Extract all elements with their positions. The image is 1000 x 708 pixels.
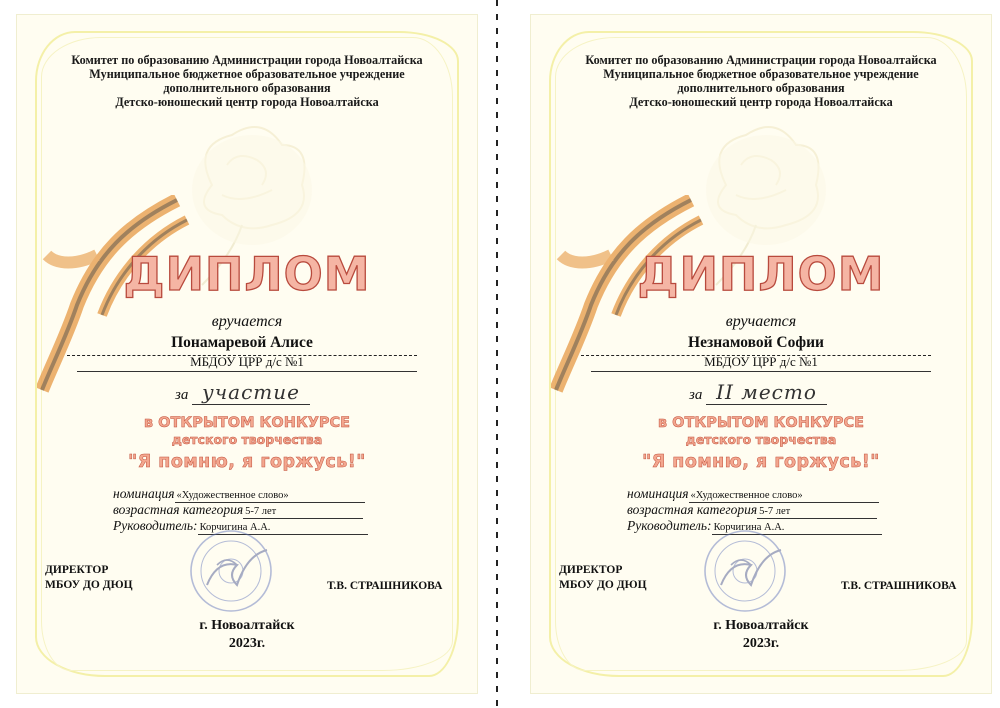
issuer-line: Муниципальное бюджетное образовательное учреждение [603,67,919,81]
director-title [45,563,133,593]
age-category-value: 5-7 лет [245,506,277,517]
age-category-field [627,502,907,519]
recipient-name: Незнамовой Софии [688,334,824,351]
leader-label: Руководитель: [113,518,198,533]
nomination-label: номинация [627,486,689,501]
director-name: Т.В. СТРАШНИКОВА [327,580,443,592]
year: 2023г. [742,636,780,651]
for-label: за [175,387,189,403]
official-stamp-icon [691,525,809,617]
awarded-text: вручается [725,313,797,330]
competition-name: "Я помню, я горжусь!" [128,452,366,472]
award-reason-handwritten: II место [706,380,827,405]
city: г. Новоалтайск [199,618,295,633]
diploma-title: ДИПЛОМ [637,247,885,301]
issuer-line: дополнительного образования [163,81,331,95]
award-reason-handwritten: участие [192,380,310,405]
competition-line-2: детского творчества [171,432,323,447]
competition-line-1: в ОТКРЫТОМ КОНКУРСЕ [657,415,865,431]
nomination-value: «Художественное слово» [690,490,803,501]
diploma-title: ДИПЛОМ [123,247,371,301]
director-title [559,563,647,593]
leader-label: Руководитель: [627,518,712,533]
diploma-right [530,14,992,694]
competition-line-1: в ОТКРЫТОМ КОНКУРСЕ [143,415,351,431]
competition-name: "Я помню, я горжусь!" [642,452,880,472]
age-category-label: возрастная категория [113,502,244,517]
age-category-label: возрастная категория [627,502,758,517]
award-reason [689,380,827,404]
issuer-line: дополнительного образования [677,81,845,95]
nomination-value: «Художественное слово» [176,490,289,501]
director-line: МБОУ ДО ДЮЦ [559,579,647,591]
issuer-line: Детско-юношеский центр города Новоалтайска [629,95,893,109]
age-category-field [113,502,393,519]
director-name: Т.В. СТРАШНИКОВА [841,580,957,592]
official-stamp-icon [177,525,295,617]
leader-value: Корчигина А.А. [713,522,785,533]
issuer-header [17,53,477,109]
scan-fold-line [496,0,498,708]
issuer-line: Детско-юношеский центр города Новоалтайска [115,95,379,109]
nomination-field [113,486,393,503]
nomination-label: номинация [113,486,175,501]
issuer-line: Муниципальное бюджетное образовательное учреждение [89,67,405,81]
institution-underline [591,371,931,372]
year: 2023г. [228,636,266,651]
competition-line-2: детского творчества [685,432,837,447]
award-reason [175,380,310,404]
leader-value: Корчигина А.А. [199,522,271,533]
issuer-header [531,53,991,109]
issuer-line: Комитет по образованию Администрации города Новоалтайска [585,53,937,67]
issue-place-date [17,617,477,653]
city: г. Новоалтайск [713,618,809,633]
institution-name: МБДОУ ЦРР д/с №1 [190,354,304,369]
director-line: ДИРЕКТОР [45,564,109,576]
awarded-text: вручается [211,313,283,330]
diploma-left [16,14,478,694]
director-line: МБОУ ДО ДЮЦ [45,579,133,591]
issue-place-date [531,617,991,653]
issuer-line: Комитет по образованию Администрации города Новоалтайска [71,53,423,67]
recipient-name: Понамаревой Алисе [171,334,313,351]
for-label: за [689,387,703,403]
nomination-field [627,486,907,503]
institution-name: МБДОУ ЦРР д/с №1 [704,354,818,369]
director-line: ДИРЕКТОР [559,564,623,576]
institution-underline [77,371,417,372]
age-category-value: 5-7 лет [759,506,791,517]
